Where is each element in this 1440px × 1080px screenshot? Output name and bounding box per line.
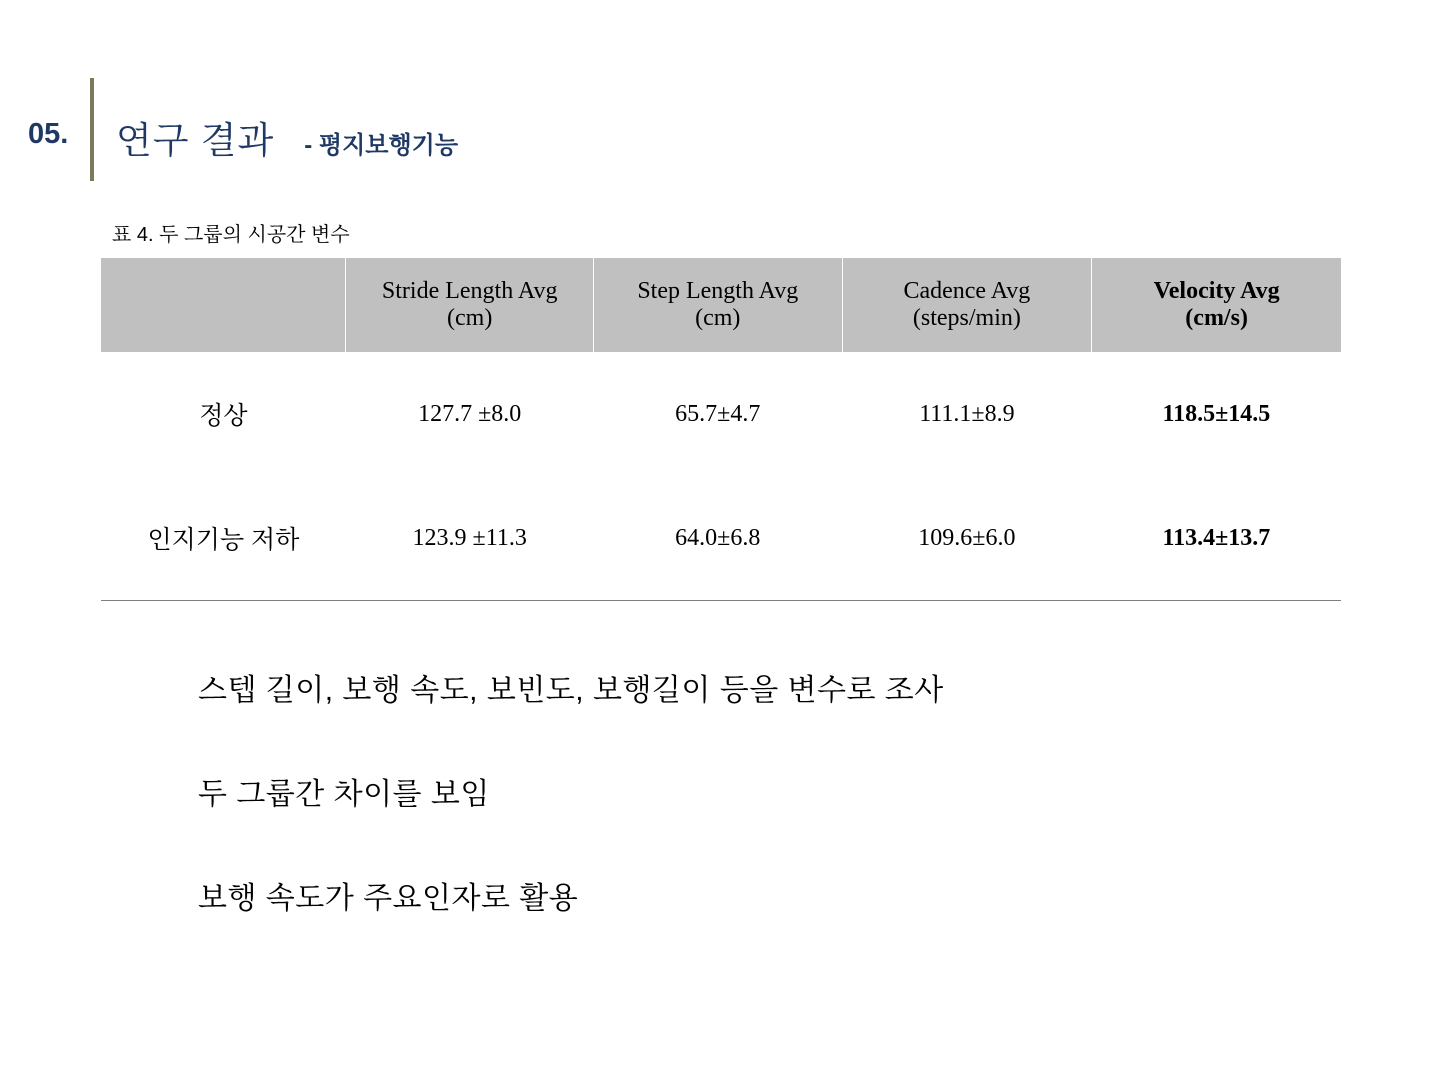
column-header-cadence xyxy=(842,258,1092,352)
page-title: 연구 결과 xyxy=(116,120,275,161)
bullet-item: 보행 속도가 주요인자로 활용 xyxy=(198,882,579,915)
column-header-stride-length-line1: Stride Length Avg xyxy=(381,278,558,304)
table-body xyxy=(101,352,1341,601)
cell-cognitive-stride-length: 123.9 ±11.3 xyxy=(346,476,594,601)
table-row xyxy=(101,352,1341,476)
bullet-item: 두 그룹간 차이를 보임 xyxy=(198,778,490,811)
column-header-step-length-line2: (cm) xyxy=(695,305,741,331)
table-head xyxy=(101,258,1341,352)
cell-normal-velocity: 118.5±14.5 xyxy=(1162,400,1271,427)
column-header-step-length xyxy=(594,258,843,352)
summary-bullets xyxy=(198,665,1298,917)
column-header-step-length-line1: Step Length Avg xyxy=(637,278,799,304)
column-header-velocity xyxy=(1092,258,1341,352)
row-label-normal: 정상 xyxy=(199,402,248,430)
cell-normal-cadence: 111.1±8.9 xyxy=(919,400,1015,427)
header-title-group xyxy=(116,78,458,164)
section-number: 05. xyxy=(28,118,69,150)
slide-header xyxy=(28,78,458,181)
cell-cognitive-step-length: 64.0±6.8 xyxy=(594,476,843,601)
table-header-row xyxy=(101,258,1341,352)
cell-cognitive-cadence: 109.6±6.0 xyxy=(842,476,1092,601)
table-row xyxy=(101,476,1341,601)
column-header-cadence-line1: Cadence Avg xyxy=(903,278,1031,304)
column-header-cadence-line2: (steps/min) xyxy=(912,305,1021,331)
column-header-stride-length-line2: (cm) xyxy=(447,305,493,331)
column-header-blank xyxy=(101,258,346,352)
header-accent-bar xyxy=(90,78,94,181)
page-subtitle: - 평지보행기능 xyxy=(304,132,459,159)
column-header-stride-length xyxy=(346,258,594,352)
bullet-item: 스텝 길이, 보행 속도, 보빈도, 보행길이 등을 변수로 조사 xyxy=(198,674,944,707)
column-header-velocity-line1: Velocity Avg xyxy=(1153,278,1280,304)
cell-normal-step-length: 65.7±4.7 xyxy=(675,400,761,427)
row-label-cognitive-decline: 인지기능 저하 xyxy=(101,476,346,601)
cell-normal-stride-length: 127.7 ±8.0 xyxy=(418,400,522,427)
table-caption: 표 4. 두 그룹의 시공간 변수 xyxy=(112,224,350,246)
column-header-velocity-line2: (cm/s) xyxy=(1185,305,1248,331)
spatiotemporal-variables-table xyxy=(101,258,1341,601)
cell-cognitive-velocity: 113.4±13.7 xyxy=(1092,476,1341,601)
